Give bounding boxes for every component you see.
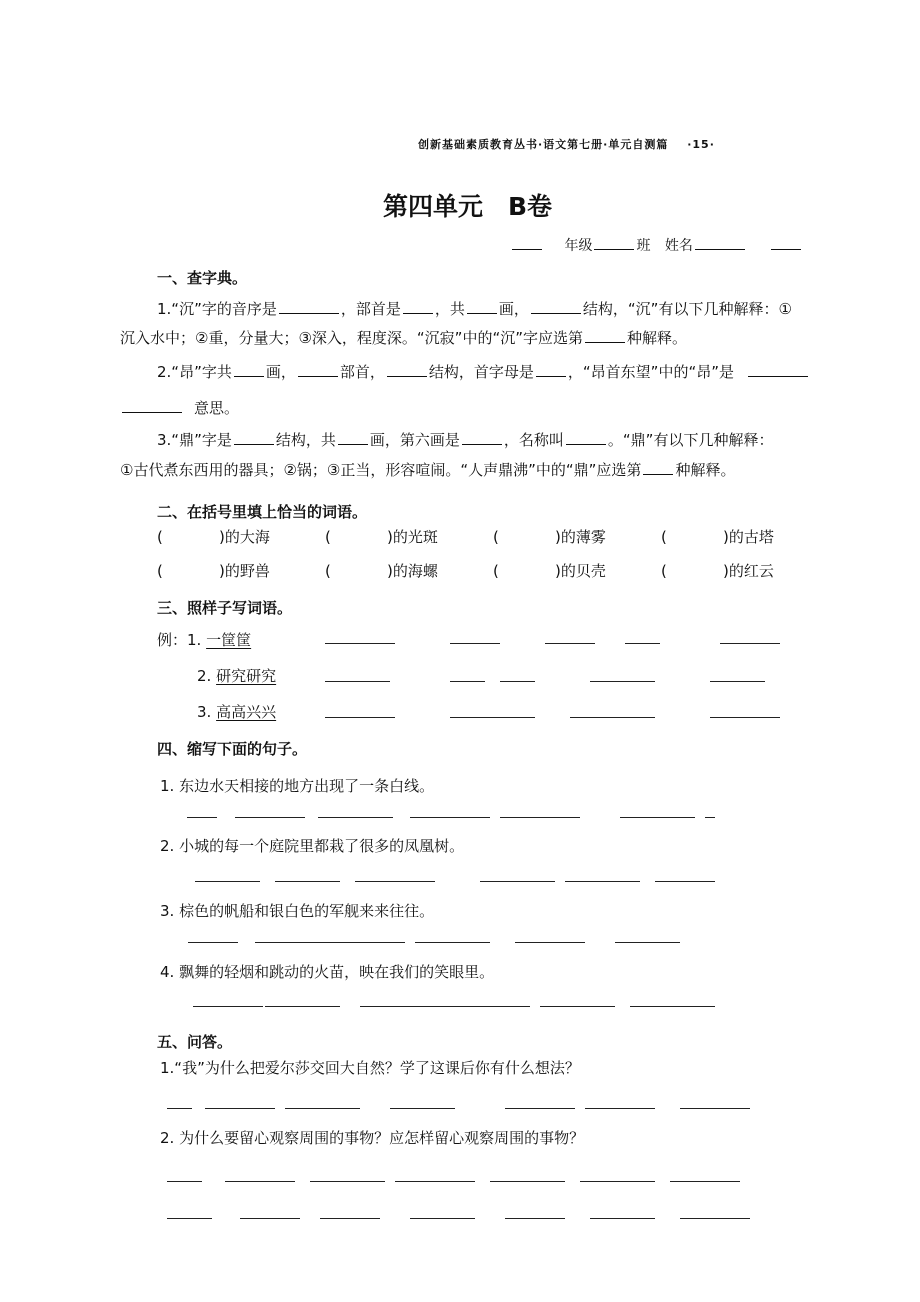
blank[interactable] [462, 430, 502, 445]
answer-line[interactable] [480, 881, 555, 882]
s5-question-1: 1.“我”为什么把爱尔莎交回大自然？学了这课后你有什么想法？ [160, 1059, 580, 1077]
answer-line[interactable] [330, 942, 405, 943]
grade-label: 年级 [564, 238, 593, 254]
text-segment: 的贝壳 [560, 562, 606, 580]
blank[interactable] [122, 398, 182, 413]
answer-line[interactable] [505, 1108, 575, 1109]
answer-line[interactable] [265, 1006, 340, 1007]
answer-row [160, 1108, 720, 1112]
text-segment: ，部首是 [340, 300, 401, 318]
text-segment: 高高兴兴 [216, 703, 277, 721]
answer-line[interactable] [195, 881, 260, 882]
answer-row [325, 717, 785, 721]
blank[interactable] [403, 299, 433, 314]
answer-row [160, 1181, 720, 1185]
text-segment: ，名称叫 [503, 431, 564, 449]
s4-sentence-4: 4. 飘舞的轻烟和跳动的火苗，映在我们的笑眼里。 [160, 963, 495, 981]
answer-bracket[interactable]: ( [157, 562, 163, 580]
text-segment: 结构，首字母是 [428, 363, 534, 381]
fill-in-item: ( )的贝壳 [493, 562, 606, 580]
blank[interactable] [536, 362, 566, 377]
answer-line[interactable] [450, 643, 500, 644]
answer-line[interactable] [255, 942, 330, 943]
fill-in-item: ( )的薄雾 [493, 528, 606, 546]
answer-line[interactable] [620, 817, 695, 818]
answer-line[interactable] [188, 942, 238, 943]
blank[interactable] [338, 430, 368, 445]
answer-line[interactable] [320, 1218, 380, 1219]
answer-line[interactable] [325, 643, 395, 644]
answer-line[interactable] [225, 1181, 295, 1182]
s4-sentence-2: 2. 小城的每一个庭院里都栽了很多的凤凰树。 [160, 837, 465, 855]
answer-line[interactable] [325, 717, 395, 718]
text-segment: 种解释。 [626, 329, 687, 347]
answer-line[interactable] [235, 817, 305, 818]
answer-bracket[interactable]: ( [493, 562, 499, 580]
answer-line[interactable] [720, 643, 780, 644]
text-segment: 的大海 [224, 528, 270, 546]
s1-q2-line2 [120, 398, 239, 418]
answer-line[interactable] [625, 643, 660, 644]
section-2-heading: 二、在括号里填上恰当的词语。 [157, 503, 368, 521]
answer-line[interactable] [655, 881, 715, 882]
text-segment: 3. [197, 703, 212, 721]
s3-example-2 [197, 666, 276, 686]
answer-line[interactable] [410, 1218, 475, 1219]
answer-line[interactable] [410, 817, 490, 818]
answer-line[interactable] [500, 681, 535, 682]
answer-line[interactable] [205, 1108, 275, 1109]
answer-line[interactable] [590, 681, 655, 682]
answer-line[interactable] [590, 1218, 655, 1219]
section-1-heading: 一、查字典。 [157, 269, 248, 287]
fill-in-item: ( )的古塔 [661, 528, 774, 546]
text-segment: 1.“沉”字的音序是 [157, 300, 277, 318]
answer-line[interactable] [167, 1181, 202, 1182]
answer-row [160, 1218, 720, 1222]
answer-line[interactable] [325, 681, 390, 682]
s2-row-1 [157, 527, 829, 547]
text-segment: 研究研究 [216, 667, 277, 685]
text-segment: 结构，“沉”有以下几种解释：① [582, 300, 792, 318]
page-number: ·15· [687, 138, 715, 151]
answer-line[interactable] [710, 681, 765, 682]
text-segment: 部首， [339, 363, 385, 381]
text-segment: 意思。 [194, 399, 240, 417]
text-segment: 画，第六画是 [369, 431, 460, 449]
answer-row [160, 817, 720, 821]
s1-q3-line2 [120, 460, 735, 480]
text-segment: 3.“鼎”字是 [157, 431, 232, 449]
running-header [418, 135, 715, 155]
answer-bracket[interactable]: ( [157, 528, 163, 546]
answer-line[interactable] [355, 881, 435, 882]
answer-line[interactable] [545, 643, 595, 644]
blank[interactable] [566, 430, 606, 445]
answer-line[interactable] [565, 881, 640, 882]
text-segment: 种解释。 [675, 461, 736, 479]
answer-row [160, 942, 720, 946]
text-segment: 2.“昂”字共 [157, 363, 232, 381]
answer-bracket[interactable]: ( [325, 528, 331, 546]
s4-sentence-1: 1. 东边水天相接的地方出现了一条白线。 [160, 777, 435, 795]
answer-bracket[interactable]: ( [661, 562, 667, 580]
answer-line[interactable] [570, 717, 655, 718]
name-field[interactable] [695, 235, 745, 250]
answer-bracket[interactable]: ( [661, 528, 667, 546]
blank[interactable] [585, 328, 625, 343]
answer-line[interactable] [630, 1006, 715, 1007]
answer-row [160, 881, 720, 885]
answer-row [160, 1006, 720, 1010]
series-title: 创新基础素质教育丛书·语文第七册·单元自测篇 [418, 138, 669, 151]
text-segment: 结构，共 [275, 431, 336, 449]
answer-line[interactable] [187, 817, 217, 818]
blank[interactable] [279, 299, 339, 314]
answer-line[interactable] [167, 1218, 212, 1219]
extra-field[interactable] [771, 235, 801, 250]
text-segment: 。“鼎”有以下几种解释： [607, 431, 774, 449]
blank[interactable] [643, 460, 673, 475]
text-segment: 的海螺 [392, 562, 438, 580]
section-5-heading: 五、问答。 [157, 1033, 233, 1051]
s1-q1-line1 [157, 299, 792, 319]
text-segment: 的光斑 [392, 528, 438, 546]
s3-example-1 [157, 630, 251, 650]
answer-line[interactable] [500, 817, 580, 818]
class-field[interactable] [594, 235, 634, 250]
blank[interactable] [387, 362, 427, 377]
text-segment: ①古代煮东西用的器具；②锅；③正当，形容喧闹。“人声鼎沸”中的“鼎”应选第 [120, 461, 642, 479]
text-segment: 画， [498, 300, 529, 318]
answer-line[interactable] [193, 1006, 263, 1007]
fill-in-item: ( )的光斑 [325, 528, 438, 546]
fill-in-item: ( )的海螺 [325, 562, 438, 580]
text-segment: ，共 [434, 300, 465, 318]
answer-line[interactable] [670, 1181, 740, 1182]
answer-line[interactable] [490, 1181, 565, 1182]
answer-line[interactable] [680, 1108, 750, 1109]
text-segment: ，“昂首东望”中的“昂”是 [567, 363, 734, 381]
answer-line[interactable] [240, 1218, 300, 1219]
text-segment: 的薄雾 [560, 528, 606, 546]
answer-row [325, 681, 785, 685]
blank[interactable] [748, 362, 808, 377]
s3-example-3 [197, 702, 276, 722]
answer-line[interactable] [580, 1181, 655, 1182]
page-title: 第四单元 B卷 [383, 192, 553, 221]
answer-line[interactable] [285, 1108, 360, 1109]
s1-q1-line2 [120, 328, 687, 348]
answer-line[interactable] [680, 1218, 750, 1219]
s4-sentence-3: 3. 棕色的帆船和银白色的军舰来来往往。 [160, 902, 435, 920]
blank[interactable] [298, 362, 338, 377]
answer-line[interactable] [450, 717, 535, 718]
answer-line[interactable] [395, 1181, 475, 1182]
answer-bracket[interactable]: ( [325, 562, 331, 580]
answer-line[interactable] [505, 1218, 565, 1219]
answer-line[interactable] [275, 881, 340, 882]
text-segment: 2. [197, 667, 212, 685]
class-label: 班 [636, 238, 651, 254]
blank[interactable] [467, 299, 497, 314]
answer-bracket[interactable]: ( [493, 528, 499, 546]
answer-line[interactable] [445, 1006, 530, 1007]
text-segment: 沉入水中；②重，分量大；③深入，程度深。“沉寂”中的“沉”字应选第 [120, 329, 583, 347]
blank[interactable] [234, 362, 264, 377]
blank[interactable] [531, 299, 581, 314]
text-segment: 一筐筐 [206, 631, 252, 649]
answer-line[interactable] [540, 1006, 615, 1007]
text-segment: 1. [187, 631, 202, 649]
answer-line[interactable] [390, 1108, 455, 1109]
answer-line[interactable] [167, 1108, 192, 1109]
s1-q2-line1 [157, 362, 810, 382]
answer-line[interactable] [360, 1006, 445, 1007]
fill-in-item: ( )的大海 [157, 528, 270, 546]
answer-line[interactable] [450, 681, 485, 682]
s2-row-2 [157, 561, 829, 581]
fill-in-item: ( )的红云 [661, 562, 774, 580]
answer-line[interactable] [318, 817, 393, 818]
section-4-heading: 四、缩写下面的句子。 [157, 740, 308, 758]
name-label: 姓名 [664, 238, 693, 254]
s1-q3-line1 [157, 430, 773, 450]
text-segment: 的野兽 [224, 562, 270, 580]
answer-line[interactable] [710, 717, 780, 718]
text-segment: 的古塔 [728, 528, 774, 546]
blank[interactable] [234, 430, 274, 445]
text-segment: 画， [265, 363, 296, 381]
fill-in-item: ( )的野兽 [157, 562, 270, 580]
answer-line[interactable] [705, 817, 715, 818]
answer-row [325, 643, 785, 647]
text-segment: 的红云 [728, 562, 774, 580]
answer-line[interactable] [515, 942, 585, 943]
answer-line[interactable] [415, 942, 490, 943]
answer-line[interactable] [615, 942, 680, 943]
section-3-heading: 三、照样子写词语。 [157, 599, 293, 617]
answer-line[interactable] [310, 1181, 385, 1182]
student-info [510, 235, 803, 256]
s5-question-2: 2. 为什么要留心观察周围的事物？应怎样留心观察周围的事物？ [160, 1129, 585, 1147]
answer-line[interactable] [585, 1108, 655, 1109]
grade-field[interactable] [512, 235, 542, 250]
text-segment: 例： [157, 631, 188, 649]
